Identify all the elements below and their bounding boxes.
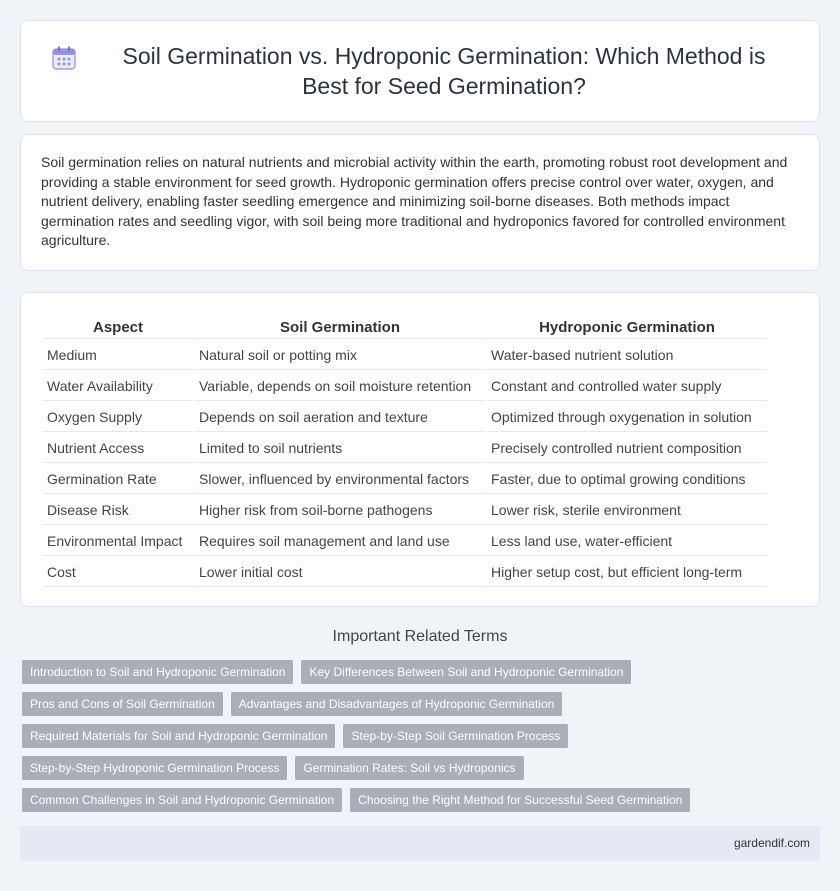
comparison-card [20,292,820,607]
table-cell: Requires soil management and land use [195,527,485,556]
table-cell: Water-based nutrient solution [487,341,767,370]
table-header-row [43,315,767,339]
table-row [43,465,767,494]
table-cell: Medium [43,341,193,370]
table-row [43,527,767,556]
table-cell: Environmental Impact [43,527,193,556]
related-terms-list [22,660,822,820]
tag-row [22,724,822,748]
table-cell: Precisely controlled nutrient composition [487,434,767,463]
table-cell: Water Availability [43,372,193,401]
table-cell: Less land use, water-efficient [487,527,767,556]
related-term-link[interactable]: Common Challenges in Soil and Hydroponic Germination [22,788,342,812]
comparison-table [41,313,769,589]
table-cell: Faster, due to optimal growing conditions [487,465,767,494]
related-term-link[interactable]: Required Materials for Soil and Hydroponic Germination [22,724,335,748]
intro-text: Soil germination relies on natural nutrients and microbial activity within the earth, promoting robust root development and providing a stable environment for seed growth. Hydroponic germination offers precise control over water, oxygen, and nutrient delivery, enabling faster seedling emergence and minimizing soil-borne diseases. Both methods impact germination rates and seedling vigor, with soil being more traditional and hydroponics favored for controlled environment agriculture. [41,154,788,249]
table-cell: Depends on soil aeration and texture [195,403,485,432]
related-term-link[interactable]: Step-by-Step Soil Germination Process [343,724,568,748]
related-term-link[interactable]: Choosing the Right Method for Successful Seed Germination [350,788,690,812]
table-cell: Slower, influenced by environmental factors [195,465,485,494]
table-cell: Higher risk from soil-borne pathogens [195,496,485,525]
table-cell: Cost [43,558,193,587]
table-cell: Constant and controlled water supply [487,372,767,401]
table-cell: Higher setup cost, but efficient long-term [487,558,767,587]
table-cell: Lower risk, sterile environment [487,496,767,525]
table-row [43,434,767,463]
header-aspect: Aspect [43,315,193,339]
table-cell: Nutrient Access [43,434,193,463]
tag-row [22,788,822,812]
table-cell: Variable, depends on soil moisture retention [195,372,485,401]
footer [20,826,820,861]
footer-site-link[interactable]: gardendif.com [733,836,810,850]
table-cell: Germination Rate [43,465,193,494]
intro-card [20,134,820,271]
table-row [43,403,767,432]
table-cell: Lower initial cost [195,558,485,587]
table-cell: Limited to soil nutrients [195,434,485,463]
table-cell: Oxygen Supply [43,403,193,432]
table-row [43,372,767,401]
tag-row [22,692,822,716]
related-term-link[interactable]: Advantages and Disadvantages of Hydroponic Germination [231,692,563,716]
related-terms-title: Important Related Terms [332,628,508,645]
tag-row [22,756,822,780]
table-cell: Natural soil or potting mix [195,341,485,370]
related-term-link[interactable]: Pros and Cons of Soil Germination [22,692,223,716]
table-row [43,496,767,525]
header-soil: Soil Germination [195,315,485,339]
tag-row [22,660,822,684]
table-row [43,341,767,370]
related-term-link[interactable]: Germination Rates: Soil vs Hydroponics [295,756,523,780]
calendar-icon [51,45,77,71]
header-hydroponic: Hydroponic Germination [487,315,767,339]
related-term-link[interactable]: Introduction to Soil and Hydroponic Germination [22,660,293,684]
table-cell: Optimized through oxygenation in solution [487,403,767,432]
table-row [43,558,767,587]
table-cell: Disease Risk [43,496,193,525]
related-term-link[interactable]: Step-by-Step Hydroponic Germination Process [22,756,287,780]
page-title: Soil Germination vs. Hydroponic Germination: Which Method is Best for Seed Germination? [122,43,766,99]
related-term-link[interactable]: Key Differences Between Soil and Hydroponic Germination [301,660,631,684]
title-card [20,20,820,122]
